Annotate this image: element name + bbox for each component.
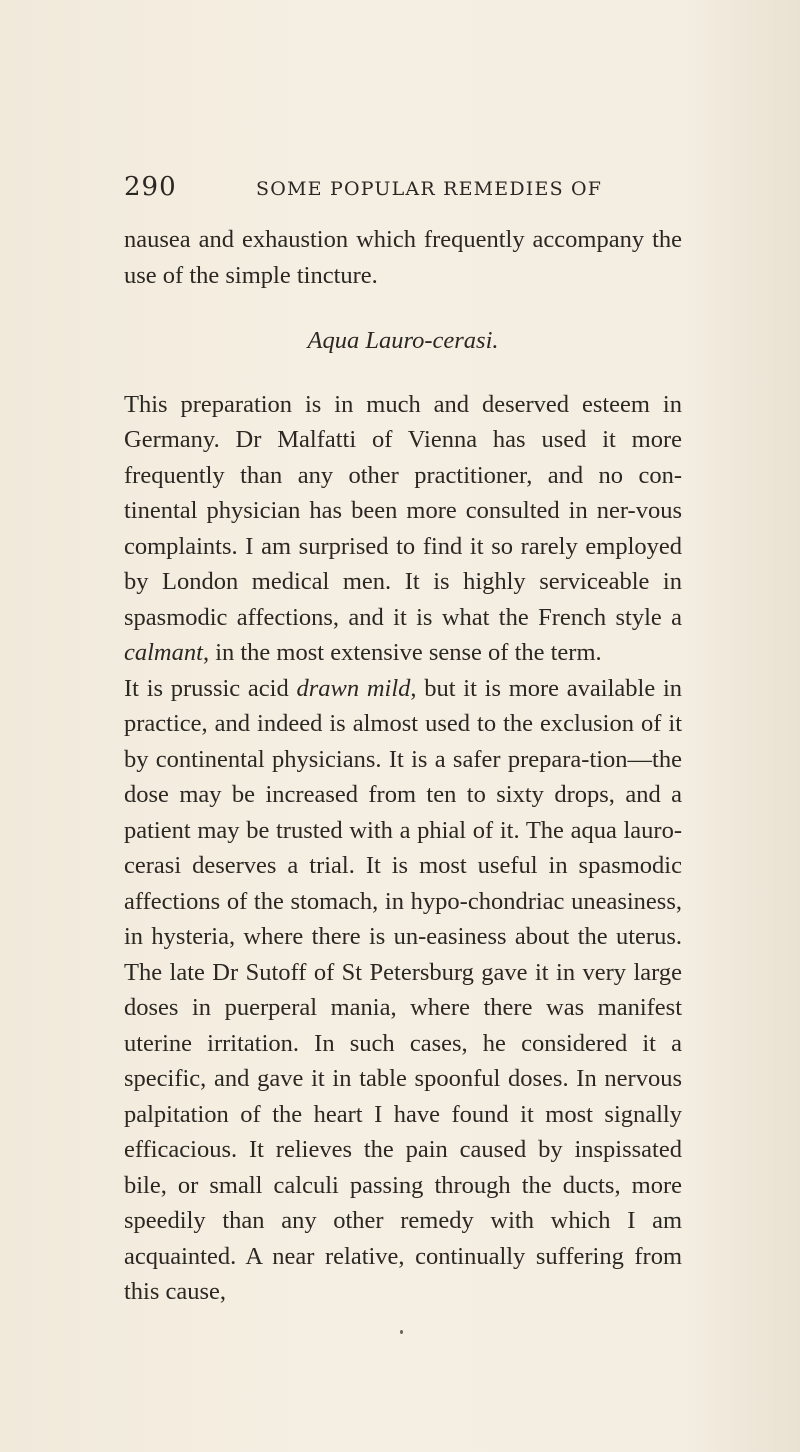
intro-paragraph: nausea and exhaustion which frequently accompany the use of the simple tincture. — [124, 226, 682, 289]
paragraph-2-text-a: It is prussic acid — [124, 674, 297, 702]
running-head: SOME POPULAR REMEDIES OF — [256, 178, 603, 200]
paragraph-1-text-b: , in the most extensive sense of the term. — [202, 639, 602, 666]
section-heading: Aqua Lauro-cerasi. — [307, 327, 499, 354]
page-number: 290 — [124, 172, 177, 202]
body-text — [124, 222, 682, 1310]
ink-speck — [400, 1330, 403, 1334]
page-header — [124, 172, 684, 208]
paragraph-1-emphasis: calmant — [124, 639, 203, 666]
paragraph-2-text-b: , but it is more available in practice, and indeed is almost used to the exclusion of it by continental physicians. It is a safer prepara-tion—the dose may be increased from ten to sixty drops, and a patient may be trusted with a phial of it. The aqua lauro-cerasi deserves a trial. It is most useful in spasmodic affections of the stomach, in hypo-chondriac uneasiness, in hysteria, where there is un-easiness about the uterus. The late Dr Sutoff of St Petersburg gave it in very large doses in puerperal mania, where there was manifest uterine irritation. In such cases, he considered it a specific, and gave it in table spoonful doses. In nervous palpitation of the heart I have found it most signally efficacious. It relieves the pain caused by inspissated bile, or small calculi passing through the ducts, more speedily than any other remedy with which I am acquainted. A near relative, continually suffering from this cause, — [124, 674, 682, 1305]
paragraph-2-emphasis: drawn mild — [296, 674, 411, 702]
paragraph-2 — [124, 671, 682, 1310]
paragraph-1 — [124, 387, 682, 671]
paragraph-1-text-a: This preparation is in much and deserved esteem in Germany. Dr Malfatti of Vienna has used it more frequently than any other practitioner, and no con-tinental physician has been more consulted in ner-vous complaints. I am surprised to find it so rarely employed by London medical men. It is highly serviceable in spasmodic affections, and it is what the French style a — [124, 390, 682, 631]
